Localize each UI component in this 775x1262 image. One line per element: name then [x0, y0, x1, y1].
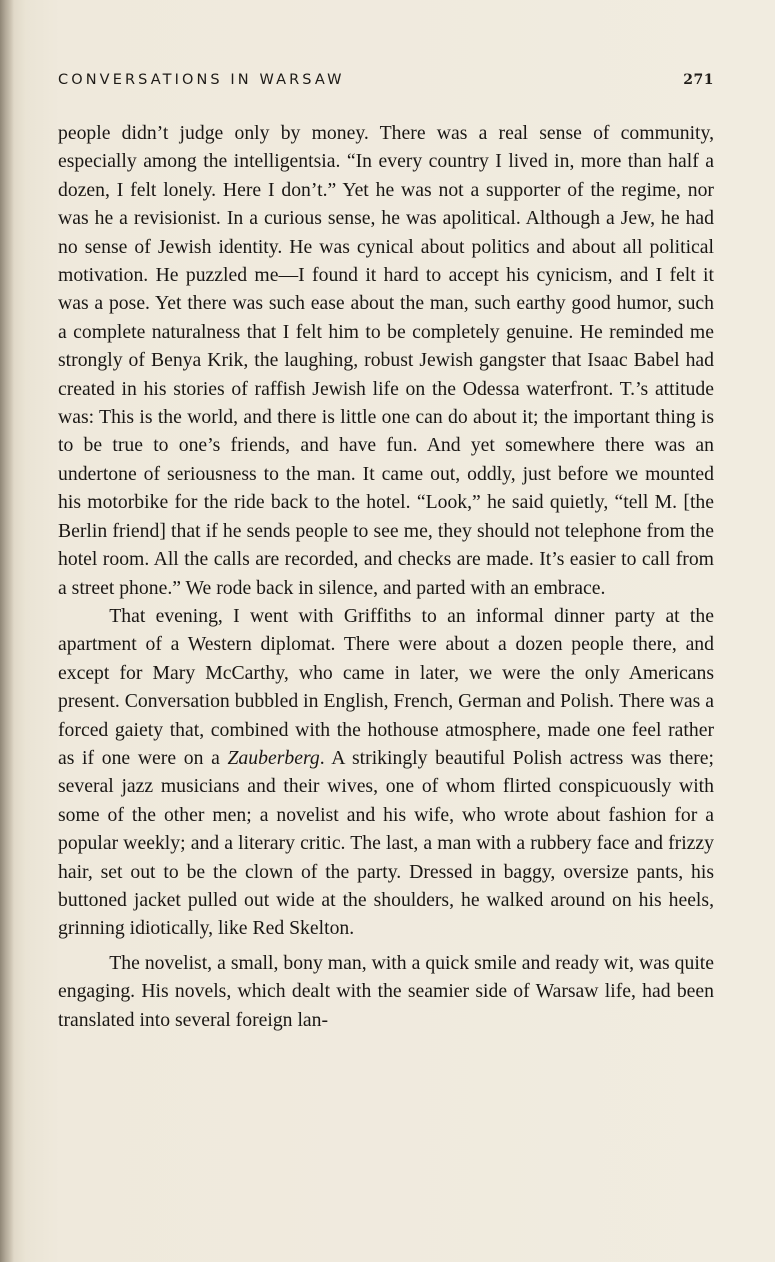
page-header — [58, 72, 714, 94]
body-text — [58, 119, 714, 1034]
paragraph-3: The novelist, a small, bony man, with a quick smile and ready wit, was quite engaging. His novels, which dealt with the seamier side of Warsaw life, had been translated into several foreign lan- — [58, 951, 714, 1031]
paragraph-2 — [58, 602, 714, 943]
paragraph-2-start: That evening, I went with Griffiths to an informal dinner party at the apartment of a Western diplomat. There were about a dozen people there, and except for Mary McCarthy, who came in later, we were the only Americans present. Conversation bubbled in English, French, German and Polish. There was a forced gaiety that, combined with the hothouse atmosphere, made one feel rather as if one were on a — [58, 604, 714, 769]
running-head: CONVERSATIONS IN WARSAW — [58, 72, 345, 88]
paragraph-1: people didn’t judge only by money. There was a real sense of community, especially among the intelligentsia. “In every country I lived in, more than half a dozen, I felt lonely. Here I don’t.” Yet he was not a supporter of the regime, nor was he a revisionist. In a curious sense, he was apolitical. Although a Jew, he had no sense of Jewish identity. He was cynical about politics and about all political motivation. He puzzled me—I found it hard to accept his cynicism, and I felt it was a pose. Yet there was such ease about the man, such earthy good humor, such a complete naturalness that I felt him to be completely genuine. He reminded me strongly of Benya Krik, the laughing, robust Jewish gangster that Isaac Babel had created in his stories of raffish Jewish life on the Odessa waterfront. T.’s attitude was: This is the world, and there is little one can do about it; the important thing is to be true to one’s friends, and have fun. And yet somewhere there was an undertone of seriousness to the man. It came out, oddly, just before we mounted his motorbike for the ride back to the hotel. “Look,” he said quietly, “tell M. [the Berlin friend] that if he sends people to see me, they should not telephone from the hotel room. All the calls are recorded, and checks are made. It’s easier to call from a street phone.” We rode back in silence, and parted with an embrace. — [58, 122, 714, 599]
page-gutter-shadow — [0, 0, 14, 1262]
italic-term: Zauberberg — [227, 746, 320, 769]
page-number: 271 — [683, 72, 714, 88]
paragraph-2-end: . A strikingly beautiful Polish actress was there; several jazz musicians and their wives, one of whom flirted conspicuously with some of the other men; a novelist and his wife, who wrote about fashion for a popular weekly; and a literary critic. The last, a man with a rubbery face and frizzy hair, set out to be the clown of the party. Dressed in baggy, oversize pants, his buttoned jacket pulled out wide at the shoulders, he walked around on his heels, grinning idiotically, like Red Skelton. — [58, 746, 714, 940]
